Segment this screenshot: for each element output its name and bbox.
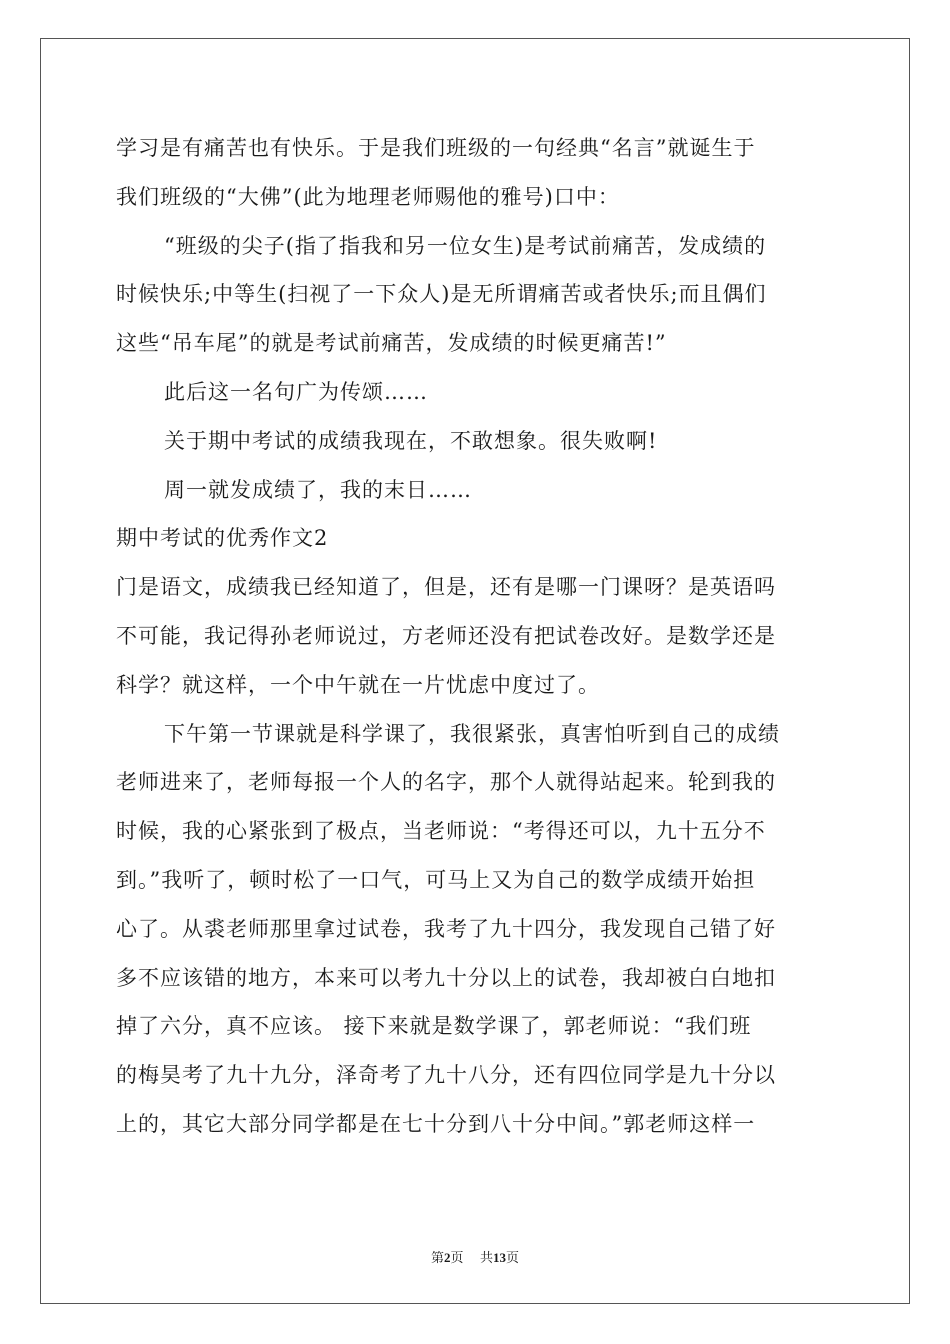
document-body (116, 124, 836, 1149)
footer-page-suffix: 页 (450, 1251, 464, 1266)
text-line-18: 多不应该错的地方，本来可以考九十分以上的试卷，我却被白白地扣 (116, 965, 776, 990)
text-line-5: 这些“吊车尾”的就是考试前痛苦，发成绩的时候更痛苦!” (116, 331, 667, 356)
text-line-19: 掉了六分，真不应该。 接下来就是数学课了，郭老师说：“我们班 (116, 1014, 752, 1039)
text-line-10: 门是语文，成绩我已经知道了，但是，还有是哪一门课呀？是英语吗 (116, 575, 776, 600)
footer-page-prefix: 第 (430, 1251, 444, 1266)
text-line-16: 到。”我听了，顿时松了一口气，可马上又为自己的数学成绩开始担 (116, 867, 756, 892)
text-line-17: 心了。从裘老师那里拿过试卷，我考了九十四分，我发现自己错了好 (116, 916, 776, 941)
text-line-6: 此后这一名句广为传颂…… (164, 379, 428, 404)
text-line-3: “班级的尖子(指了指我和另一位女生)是考试前痛苦，发成绩的 (164, 233, 767, 258)
text-line-13: 下午第一节课就是科学课了，我很紧张，真害怕听到自己的成绩 (164, 721, 780, 746)
footer-total-suffix: 页 (506, 1251, 520, 1266)
text-line-1: 学习是有痛苦也有快乐。于是我们班级的一句经典“名言”就诞生于 (116, 136, 756, 160)
text-line-11: 不可能，我记得孙老师说过，方老师还没有把试卷改好。是数学还是 (116, 623, 776, 648)
text-line-21: 上的，其它大部分同学都是在七十分到八十分中间。”郭老师这样一 (116, 1111, 756, 1136)
text-line-4: 时候快乐;中等生(扫视了一下众人)是无所谓痛苦或者快乐;而且偶们 (116, 282, 767, 307)
section-heading: 期中考试的优秀作文2 (116, 526, 329, 551)
text-line-8: 周一就发成绩了，我的末日…… (164, 477, 472, 502)
text-line-20: 的梅昊考了九十九分，泽奇考了九十八分，还有四位同学是九十分以 (116, 1063, 776, 1088)
footer-total-prefix: 共 (480, 1251, 494, 1266)
footer-total-number: 13 (493, 1250, 507, 1265)
text-line-2: 我们班级的“大佛”(此为地理老师赐他的雅号)口中： (116, 184, 620, 209)
text-line-14: 老师进来了，老师每报一个人的名字，那个人就得站起来。轮到我的 (116, 770, 776, 795)
text-line-15: 时候，我的心紧张到了极点，当老师说：“考得还可以，九十五分不 (116, 819, 766, 844)
text-line-12: 科学？就这样，一个中午就在一片忧虑中度过了。 (116, 672, 600, 697)
text-line-7: 关于期中考试的成绩我现在，不敢想象。很失败啊! (164, 428, 658, 453)
footer-page-number: 2 (443, 1250, 451, 1265)
page-footer (0, 1247, 950, 1266)
